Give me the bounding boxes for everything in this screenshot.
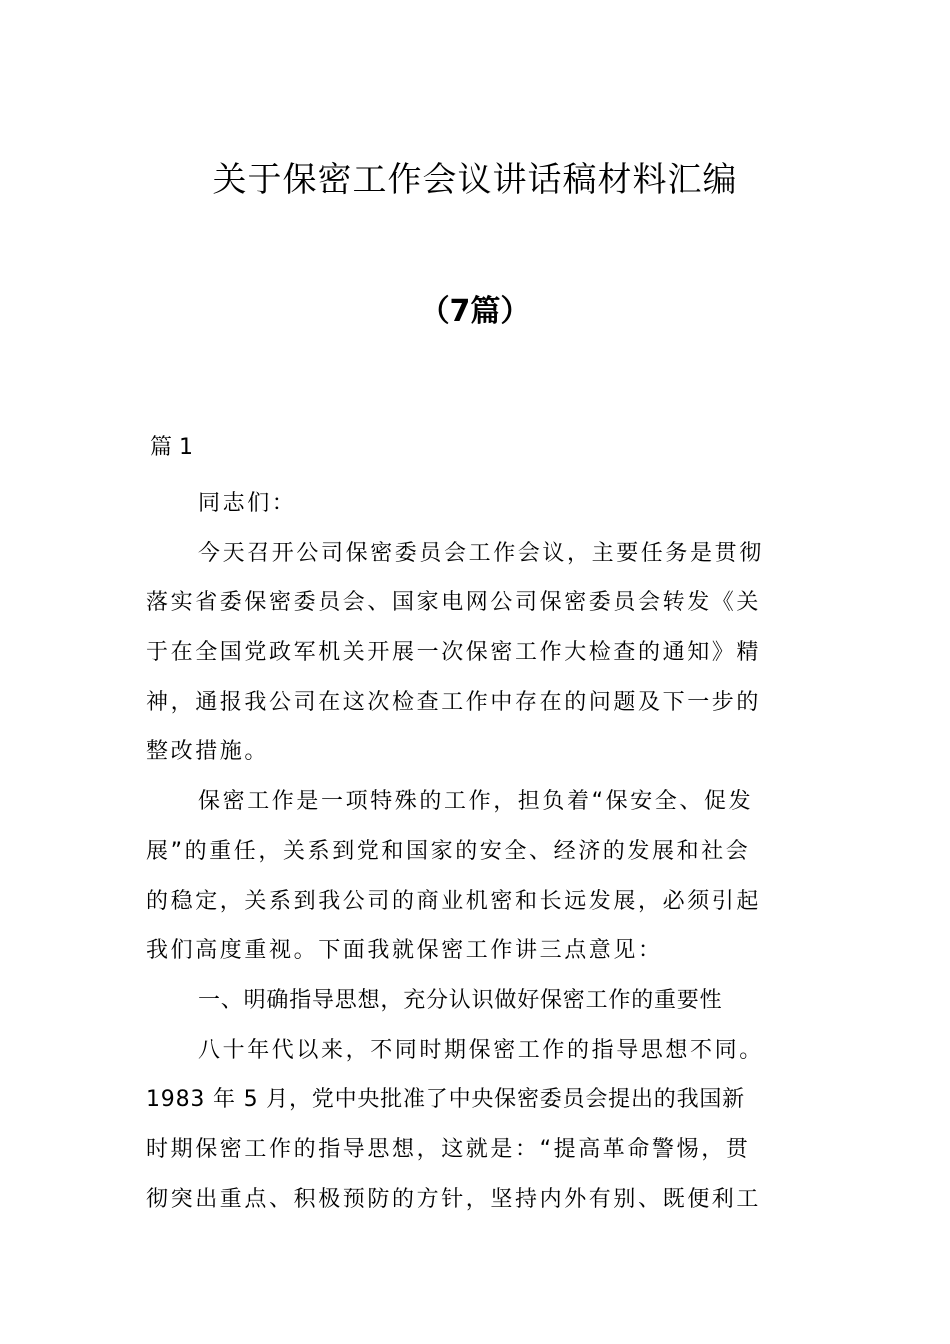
paragraph-line: 展”的重任，关系到党和国家的安全、经济的发展和社会 — [146, 838, 751, 864]
document-subtitle: （7篇） — [419, 294, 531, 329]
paragraph-line: 彻突出重点、积极预防的方针，坚持内外有别、既便利工 — [146, 1186, 762, 1212]
paragraph-line: 同志们： — [198, 491, 297, 516]
heading-line: 一、明确指导思想，充分认识做好保密工作的重要性 — [198, 987, 723, 1013]
paragraph-line: 神，通报我公司在这次检查工作中存在的问题及下一步的 — [146, 689, 762, 715]
paragraph-line: 我们高度重视。下面我就保密工作讲三点意见： — [146, 938, 663, 964]
document-title: 关于保密工作会议讲话稿材料汇编 — [212, 160, 738, 200]
paragraph-line: 保密工作是一项特殊的工作，担负着“保安全、促发 — [198, 789, 754, 815]
paragraph-line: 的稳定，关系到我公司的商业机密和长远发展，必须引起 — [146, 888, 762, 914]
paragraph-line: 1983 年 5 月，党中央批准了中央保密委员会提出的我国新 — [146, 1087, 745, 1113]
paragraph-line: 八十年代以来，不同时期保密工作的指导思想不同。 — [198, 1037, 764, 1063]
paragraph-line: 落实省委保密委员会、国家电网公司保密委员会转发《关 — [146, 590, 762, 616]
section-label: 篇 1 — [150, 435, 193, 460]
paragraph-line: 今天召开公司保密委员会工作会议，主要任务是贯彻 — [198, 540, 764, 566]
document-body — [146, 479, 826, 1224]
paragraph-line: 整改措施。 — [146, 739, 270, 765]
paragraph-line: 时期保密工作的指导思想，这就是：“提高革命警惕，贯 — [146, 1136, 751, 1162]
paragraph-line: 于在全国党政军机关开展一次保密工作大检查的通知》精 — [146, 640, 762, 666]
